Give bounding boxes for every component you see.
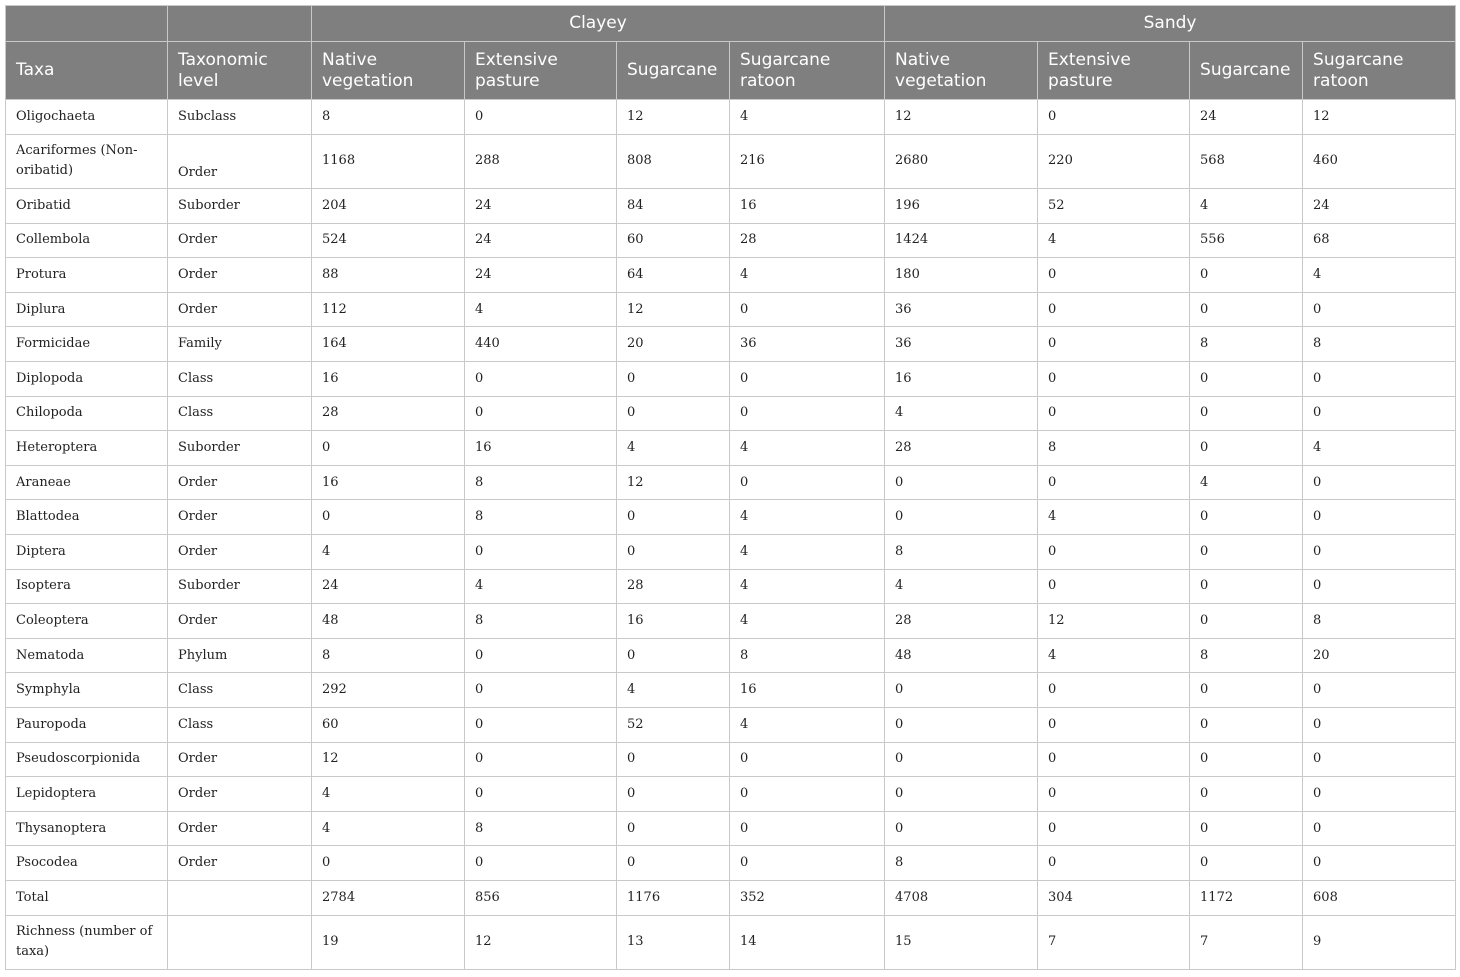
group-header-empty [168, 6, 312, 42]
value-cell: 0 [1303, 846, 1456, 881]
table-row [6, 100, 1456, 135]
taxonomic-level-cell: Order [168, 604, 312, 639]
taxonomic-level-cell: Order [168, 292, 312, 327]
value-cell: 0 [1038, 846, 1190, 881]
column-header-taxa: Taxa [6, 42, 168, 100]
table-body [6, 100, 1456, 970]
value-cell: 0 [617, 500, 730, 535]
taxa-cell: Total [6, 880, 168, 915]
table-row [6, 880, 1456, 915]
value-cell: 4 [730, 708, 885, 743]
value-cell: 8 [1190, 327, 1303, 362]
value-cell: 220 [1038, 134, 1190, 189]
taxa-cell: Diplura [6, 292, 168, 327]
value-cell: 19 [312, 915, 465, 970]
value-cell: 0 [1303, 569, 1456, 604]
value-cell: 0 [885, 673, 1038, 708]
value-cell: 0 [1038, 100, 1190, 135]
value-cell: 1172 [1190, 880, 1303, 915]
value-cell: 4 [730, 100, 885, 135]
value-cell: 0 [465, 708, 617, 743]
taxonomic-level-cell: Order [168, 500, 312, 535]
value-cell: 0 [885, 777, 1038, 812]
value-cell: 52 [617, 708, 730, 743]
value-cell: 0 [1038, 396, 1190, 431]
table-row [6, 569, 1456, 604]
taxa-cell: Lepidoptera [6, 777, 168, 812]
value-cell: 568 [1190, 134, 1303, 189]
value-cell: 12 [617, 292, 730, 327]
taxonomic-level-cell: Order [168, 223, 312, 258]
value-cell: 16 [465, 431, 617, 466]
value-cell: 608 [1303, 880, 1456, 915]
value-cell: 204 [312, 189, 465, 224]
value-cell: 8 [885, 535, 1038, 570]
value-cell: 12 [885, 100, 1038, 135]
value-cell: 8 [312, 638, 465, 673]
value-cell: 1424 [885, 223, 1038, 258]
value-cell: 0 [1038, 292, 1190, 327]
value-cell: 0 [730, 292, 885, 327]
value-cell: 24 [465, 189, 617, 224]
value-cell: 4 [1038, 500, 1190, 535]
taxonomic-level-cell: Suborder [168, 189, 312, 224]
value-cell: 0 [1190, 396, 1303, 431]
value-cell: 0 [1190, 362, 1303, 397]
value-cell: 180 [885, 258, 1038, 293]
value-cell: 0 [1038, 569, 1190, 604]
taxa-cell: Oligochaeta [6, 100, 168, 135]
taxa-cell: Nematoda [6, 638, 168, 673]
value-cell: 808 [617, 134, 730, 189]
value-cell: 4 [730, 431, 885, 466]
value-cell: 13 [617, 915, 730, 970]
value-cell: 0 [1038, 777, 1190, 812]
value-cell: 0 [1303, 777, 1456, 812]
taxonomic-level-cell: Suborder [168, 431, 312, 466]
value-cell: 0 [1038, 258, 1190, 293]
taxa-cell: Acariformes (Non-oribatid) [6, 134, 168, 189]
table-row [6, 189, 1456, 224]
taxonomic-level-cell [168, 880, 312, 915]
value-cell: 0 [617, 742, 730, 777]
table-row [6, 258, 1456, 293]
column-header-extensive-pasture: Extensive pasture [465, 42, 617, 100]
value-cell: 28 [885, 604, 1038, 639]
table-row [6, 431, 1456, 466]
value-cell: 4 [312, 777, 465, 812]
taxa-cell: Thysanoptera [6, 811, 168, 846]
value-cell: 0 [730, 465, 885, 500]
taxa-cell: Collembola [6, 223, 168, 258]
value-cell: 60 [312, 708, 465, 743]
value-cell: 8 [465, 500, 617, 535]
value-cell: 440 [465, 327, 617, 362]
value-cell: 16 [312, 362, 465, 397]
taxa-cell: Diplopoda [6, 362, 168, 397]
table-row [6, 535, 1456, 570]
table-row [6, 223, 1456, 258]
value-cell: 4 [312, 811, 465, 846]
column-header-native-vegetation: Native vegetation [312, 42, 465, 100]
table-row [6, 846, 1456, 881]
value-cell: 48 [885, 638, 1038, 673]
value-cell: 0 [1303, 292, 1456, 327]
value-cell: 28 [885, 431, 1038, 466]
value-cell: 52 [1038, 189, 1190, 224]
taxonomic-level-cell: Order [168, 134, 312, 189]
value-cell: 68 [1303, 223, 1456, 258]
taxa-cell: Chilopoda [6, 396, 168, 431]
value-cell: 0 [730, 777, 885, 812]
table-row [6, 915, 1456, 970]
taxonomic-level-cell: Class [168, 362, 312, 397]
value-cell: 0 [465, 396, 617, 431]
value-cell: 7 [1190, 915, 1303, 970]
value-cell: 9 [1303, 915, 1456, 970]
taxonomic-level-cell: Suborder [168, 569, 312, 604]
taxonomic-level-cell: Class [168, 708, 312, 743]
taxa-cell: Blattodea [6, 500, 168, 535]
table-row [6, 396, 1456, 431]
value-cell: 0 [1190, 708, 1303, 743]
taxa-cell: Symphyla [6, 673, 168, 708]
taxa-cell: Formicidae [6, 327, 168, 362]
value-cell: 4 [730, 604, 885, 639]
value-cell: 24 [312, 569, 465, 604]
value-cell: 8 [312, 100, 465, 135]
value-cell: 36 [730, 327, 885, 362]
value-cell: 0 [1038, 708, 1190, 743]
value-cell: 8 [1303, 327, 1456, 362]
value-cell: 16 [617, 604, 730, 639]
value-cell: 0 [1190, 846, 1303, 881]
value-cell: 0 [465, 362, 617, 397]
value-cell: 524 [312, 223, 465, 258]
value-cell: 4 [730, 500, 885, 535]
taxonomic-level-cell: Family [168, 327, 312, 362]
value-cell: 0 [1303, 396, 1456, 431]
value-cell: 0 [1038, 327, 1190, 362]
taxa-cell: Coleoptera [6, 604, 168, 639]
value-cell: 0 [617, 638, 730, 673]
value-cell: 15 [885, 915, 1038, 970]
value-cell: 0 [1190, 292, 1303, 327]
table-row [6, 362, 1456, 397]
value-cell: 0 [1190, 258, 1303, 293]
value-cell: 24 [1190, 100, 1303, 135]
taxonomic-level-cell: Order [168, 811, 312, 846]
value-cell: 0 [885, 811, 1038, 846]
value-cell: 4 [312, 535, 465, 570]
value-cell: 0 [1303, 673, 1456, 708]
value-cell: 84 [617, 189, 730, 224]
value-cell: 0 [885, 742, 1038, 777]
value-cell: 0 [1190, 500, 1303, 535]
value-cell: 24 [465, 258, 617, 293]
column-header-sugarcane-ratoon: Sugarcane ratoon [1303, 42, 1456, 100]
group-header-clayey: Clayey [312, 6, 885, 42]
value-cell: 856 [465, 880, 617, 915]
value-cell: 0 [1038, 362, 1190, 397]
value-cell: 0 [465, 673, 617, 708]
value-cell: 28 [730, 223, 885, 258]
value-cell: 0 [1303, 465, 1456, 500]
value-cell: 0 [617, 811, 730, 846]
value-cell: 0 [1190, 811, 1303, 846]
taxa-cell: Pauropoda [6, 708, 168, 743]
taxonomic-level-cell: Order [168, 777, 312, 812]
table-row [6, 465, 1456, 500]
taxonomic-level-cell: Subclass [168, 100, 312, 135]
value-cell: 0 [1190, 777, 1303, 812]
value-cell: 0 [312, 500, 465, 535]
value-cell: 0 [1190, 673, 1303, 708]
value-cell: 12 [465, 915, 617, 970]
table-row [6, 327, 1456, 362]
value-cell: 12 [617, 465, 730, 500]
value-cell: 16 [885, 362, 1038, 397]
value-cell: 216 [730, 134, 885, 189]
value-cell: 0 [1038, 465, 1190, 500]
taxa-cell: Diptera [6, 535, 168, 570]
value-cell: 0 [617, 535, 730, 570]
value-cell: 4 [1190, 465, 1303, 500]
value-cell: 64 [617, 258, 730, 293]
value-cell: 4 [730, 258, 885, 293]
taxonomic-level-cell: Class [168, 396, 312, 431]
value-cell: 0 [465, 777, 617, 812]
value-cell: 112 [312, 292, 465, 327]
value-cell: 4 [617, 673, 730, 708]
table-row [6, 604, 1456, 639]
column-header-taxonomic-level: Taxonomic level [168, 42, 312, 100]
value-cell: 4 [885, 569, 1038, 604]
value-cell: 16 [730, 673, 885, 708]
value-cell: 0 [465, 638, 617, 673]
value-cell: 460 [1303, 134, 1456, 189]
table-row [6, 777, 1456, 812]
value-cell: 0 [1038, 742, 1190, 777]
taxa-cell: Isoptera [6, 569, 168, 604]
value-cell: 12 [617, 100, 730, 135]
table-container [5, 5, 1455, 970]
table-row [6, 500, 1456, 535]
value-cell: 1176 [617, 880, 730, 915]
taxonomic-level-cell: Order [168, 535, 312, 570]
table-row [6, 742, 1456, 777]
value-cell: 304 [1038, 880, 1190, 915]
table-row [6, 638, 1456, 673]
value-cell: 0 [1190, 431, 1303, 466]
table-row [6, 673, 1456, 708]
value-cell: 0 [617, 777, 730, 812]
value-cell: 0 [617, 362, 730, 397]
value-cell: 0 [1303, 500, 1456, 535]
taxa-cell: Psocodea [6, 846, 168, 881]
value-cell: 12 [1303, 100, 1456, 135]
value-cell: 0 [465, 100, 617, 135]
value-cell: 20 [617, 327, 730, 362]
value-cell: 36 [885, 292, 1038, 327]
value-cell: 292 [312, 673, 465, 708]
value-cell: 0 [1038, 673, 1190, 708]
value-cell: 0 [1190, 604, 1303, 639]
value-cell: 8 [730, 638, 885, 673]
value-cell: 8 [1038, 431, 1190, 466]
taxonomic-level-cell: Order [168, 846, 312, 881]
taxonomic-level-cell: Class [168, 673, 312, 708]
value-cell: 0 [730, 811, 885, 846]
value-cell: 0 [1038, 535, 1190, 570]
value-cell: 48 [312, 604, 465, 639]
value-cell: 4 [730, 569, 885, 604]
value-cell: 4 [885, 396, 1038, 431]
taxonomic-level-cell: Order [168, 258, 312, 293]
value-cell: 2784 [312, 880, 465, 915]
value-cell: 36 [885, 327, 1038, 362]
value-cell: 24 [465, 223, 617, 258]
taxa-cell: Araneae [6, 465, 168, 500]
value-cell: 0 [1190, 742, 1303, 777]
value-cell: 0 [730, 846, 885, 881]
value-cell: 288 [465, 134, 617, 189]
column-header-sugarcane: Sugarcane [1190, 42, 1303, 100]
value-cell: 4 [1303, 258, 1456, 293]
value-cell: 24 [1303, 189, 1456, 224]
value-cell: 8 [1190, 638, 1303, 673]
value-cell: 4 [617, 431, 730, 466]
value-cell: 556 [1190, 223, 1303, 258]
value-cell: 60 [617, 223, 730, 258]
value-cell: 4 [465, 292, 617, 327]
value-cell: 0 [1190, 569, 1303, 604]
taxa-cell: Richness (number of taxa) [6, 915, 168, 970]
value-cell: 0 [730, 362, 885, 397]
taxonomic-level-cell: Order [168, 742, 312, 777]
value-cell: 0 [885, 465, 1038, 500]
taxa-cell: Oribatid [6, 189, 168, 224]
value-cell: 0 [1303, 742, 1456, 777]
value-cell: 20 [1303, 638, 1456, 673]
value-cell: 0 [312, 431, 465, 466]
value-cell: 196 [885, 189, 1038, 224]
value-cell: 4 [1038, 638, 1190, 673]
value-cell: 164 [312, 327, 465, 362]
value-cell: 0 [730, 396, 885, 431]
value-cell: 2680 [885, 134, 1038, 189]
column-header-sugarcane: Sugarcane [617, 42, 730, 100]
value-cell: 16 [312, 465, 465, 500]
taxonomic-level-cell: Phylum [168, 638, 312, 673]
value-cell: 0 [465, 535, 617, 570]
column-header-extensive-pasture: Extensive pasture [1038, 42, 1190, 100]
taxonomic-level-cell [168, 915, 312, 970]
value-cell: 4 [465, 569, 617, 604]
value-cell: 4708 [885, 880, 1038, 915]
value-cell: 28 [617, 569, 730, 604]
value-cell: 0 [1303, 708, 1456, 743]
taxonomic-level-cell: Order [168, 465, 312, 500]
value-cell: 16 [730, 189, 885, 224]
value-cell: 0 [1038, 811, 1190, 846]
value-cell: 8 [465, 811, 617, 846]
value-cell: 8 [1303, 604, 1456, 639]
value-cell: 8 [465, 465, 617, 500]
value-cell: 0 [1303, 362, 1456, 397]
value-cell: 0 [465, 742, 617, 777]
value-cell: 14 [730, 915, 885, 970]
table-row [6, 708, 1456, 743]
value-cell: 28 [312, 396, 465, 431]
value-cell: 0 [465, 846, 617, 881]
table-row [6, 292, 1456, 327]
table-row [6, 134, 1456, 189]
value-cell: 88 [312, 258, 465, 293]
group-header-sandy: Sandy [885, 6, 1456, 42]
value-cell: 0 [1303, 811, 1456, 846]
group-header-row [6, 6, 1456, 42]
column-header-sugarcane-ratoon: Sugarcane ratoon [730, 42, 885, 100]
column-header-native-vegetation: Native vegetation [885, 42, 1038, 100]
taxa-cell: Protura [6, 258, 168, 293]
column-header-row [6, 42, 1456, 100]
value-cell: 4 [1038, 223, 1190, 258]
value-cell: 0 [617, 846, 730, 881]
value-cell: 0 [885, 708, 1038, 743]
value-cell: 4 [730, 535, 885, 570]
taxa-cell: Heteroptera [6, 431, 168, 466]
table-row [6, 811, 1456, 846]
value-cell: 0 [730, 742, 885, 777]
value-cell: 0 [312, 846, 465, 881]
value-cell: 0 [1190, 535, 1303, 570]
group-header-empty [6, 6, 168, 42]
value-cell: 1168 [312, 134, 465, 189]
value-cell: 4 [1190, 189, 1303, 224]
value-cell: 0 [617, 396, 730, 431]
data-table [5, 5, 1456, 970]
value-cell: 8 [465, 604, 617, 639]
value-cell: 0 [885, 500, 1038, 535]
value-cell: 12 [312, 742, 465, 777]
value-cell: 0 [1303, 535, 1456, 570]
value-cell: 4 [1303, 431, 1456, 466]
taxa-cell: Pseudoscorpionida [6, 742, 168, 777]
value-cell: 7 [1038, 915, 1190, 970]
value-cell: 352 [730, 880, 885, 915]
value-cell: 12 [1038, 604, 1190, 639]
value-cell: 8 [885, 846, 1038, 881]
